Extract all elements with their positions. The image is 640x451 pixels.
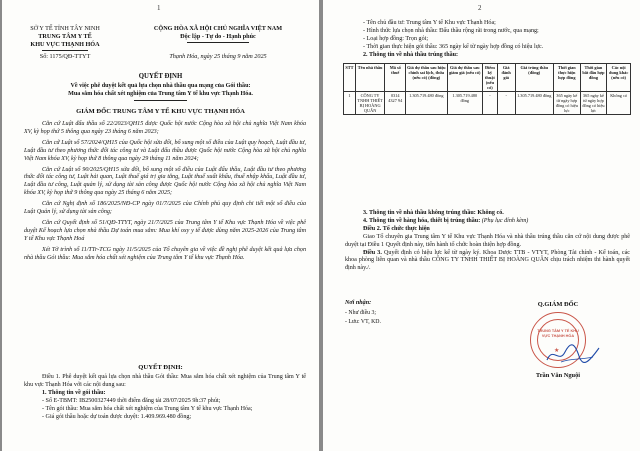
basis-1: Căn cứ Luật đấu thầu số 22/2023/QH15 được Quốc hội nước Cộng hòa xã hội chủ nghĩa Việt Nam khóa XV, kỳ họp thứ 5 thông qua ngày 23 tháng 6 năm 2023; <box>24 121 306 135</box>
subject-underline <box>134 100 187 101</box>
package-item-7: - Thời gian thực hiện gói thầu: 365 ngày kể từ ngày hợp đồng có hiệu lực. <box>363 43 544 50</box>
cell-corrected-price: 1.305.719.480 đồng <box>406 92 447 115</box>
col-header-contract-duration: Thời gian thực hiện hợp đồng <box>554 64 581 92</box>
cell-winning-price: 1.305.719.480 đồng <box>515 92 553 115</box>
issuing-authority: GIÁM ĐỐC TRUNG TÂM Y TẾ KHU VỰC THẠNH HÓA <box>76 108 245 115</box>
col-header-eval-price: Giá đánh giá <box>497 64 515 92</box>
table-header-row <box>344 64 631 92</box>
document-page-2 <box>323 0 640 451</box>
package-item-6: - Loại hợp đồng: Trọn gói; <box>363 35 429 42</box>
cell-other: Không có <box>607 92 631 115</box>
cell-tax-code: 0314 4327 94 <box>385 92 406 115</box>
national-motto: Độc lập - Tự do - Hạnh phúc <box>180 33 256 40</box>
section-4 <box>345 218 630 226</box>
cell-contract-duration: 365 ngày kể từ ngày hợp đồng có hiệu lực <box>554 92 581 115</box>
cell-tech-score: - <box>483 92 498 115</box>
basis-3: Căn cứ Luật số 90/2025/QH15 sửa đổi, bổ sung một số điều của Luật đấu thầu, Luật đầu tư theo phương thức đối tác công tư, Luật hải quan, Luật thuế giá trị gia tăng, Luật thuế xuất khẩu, thuế nhập khẩu, Luật đầu tư, Luật đầu tư công, Luật quản lý, sử dụng tài sản công được Quốc hội nước Cộng hòa xã hội chủ nghĩa Việt Nam khóa XV, kỳ họp thứ 9 thông qua ngày 25 tháng 6 năm 2025; <box>24 166 306 197</box>
national-title: CỘNG HÒA XÃ HỘI CHỦ NGHĨA VIỆT NAM <box>153 25 283 32</box>
subject-line1: Về việc phê duyệt kết quả lựa chọn nhà thầu qua mạng của Gói thầu: <box>70 83 251 89</box>
cell-discounted-price: 1.305.719.480 đồng <box>447 92 483 115</box>
section-2-heading: 2. Thông tin về nhà thầu trúng thầu: <box>363 51 459 58</box>
decision-number: Số: 1175/QĐ-TTYT <box>39 53 91 60</box>
col-header-stt: STT <box>344 64 356 92</box>
section-4-note: (Phụ lục đính kèm) <box>481 217 529 224</box>
org-name-line2: KHU VỰC THẠNH HÓA <box>30 41 100 48</box>
document-page-1 <box>2 0 319 451</box>
signer-title: Q.GIÁM ĐỐC <box>537 301 579 308</box>
page-number: 2 <box>478 4 482 12</box>
col-header-tech-score: Điểm kỹ thuật (nếu có) <box>483 64 498 92</box>
org-name-line1: TRUNG TÂM Y TẾ <box>38 33 92 40</box>
org-parent: SỞ Y TẾ TỈNH TÂY NINH <box>30 25 100 32</box>
star-icon: ★ <box>554 348 560 354</box>
col-header-other: Các nội dung khác (nếu có) <box>607 64 631 92</box>
basis-4: Căn cứ Nghị định số 186/2025/NĐ-CP ngày 01/7/2025 của Chính phủ quy định chi tiết một số điều của Luật Quản lý, sử dụng tài sản công; <box>24 201 306 216</box>
issue-date: Thạnh Hóa, ngày 25 tháng 9 năm 2025 <box>169 53 267 60</box>
col-header-winning-price: Giá trúng thầu (đồng) <box>515 64 553 92</box>
motto-underline <box>187 42 249 43</box>
recipient-2: - Lưu: VT, KD. <box>345 319 381 325</box>
subject-line2: Mua sắm hóa chất xét nghiệm của Trung tâm Y tế khu vực Thạnh Hóa. <box>68 91 253 97</box>
decide-heading: QUYẾT ĐỊNH: <box>138 364 183 371</box>
document-type: QUYẾT ĐỊNH <box>138 73 183 80</box>
legal-bases <box>24 121 306 263</box>
winning-bidder-table <box>343 63 631 115</box>
page-number: 1 <box>157 4 161 12</box>
package-item-2: - Tên gói thầu: Mua sắm hóa chất xét nghiệm của Trung tâm Y tế khu vực Thạnh Hóa; <box>42 405 253 412</box>
col-header-discounted-price: Giá dự thầu sau giảm giá (nếu có) <box>447 64 483 92</box>
recipient-1: - Như điều 3; <box>345 310 376 316</box>
package-item-4: - Tên chủ đầu tư: Trung tâm Y tế Khu vực Thạnh Hóa; <box>363 20 496 26</box>
signer-name: Trần Văn Nguội <box>535 372 581 379</box>
package-details-cont <box>345 20 630 60</box>
package-item-1: - Số E-TBMT: IB2500327449 thời điểm đăng tải 28/07/2025 9h:37 phút; <box>42 397 221 404</box>
basis-6: Xét Tờ trình số 11/TTr-TCG ngày 11/5/2025 của Tổ chuyên gia về việc đề nghị phê duyệt kết quả lựa chọn nhà thầu Gói thầu: Mua sắm hóa chất xét nghiệm của Trung tâm Y tế khu vực Thạnh Hóa. <box>24 246 306 261</box>
basis-5: Căn cứ Quyết định số 51/QĐ-TTYT, ngày 21/7/2025 của Trung tâm Y tế Khu vực Thạnh Hóa về việc phê duyệt Kế hoạch lựa chọn nhà thầu Dự toán mua sắm: Mua khí oxy y tế được dùng năm 2025-2026 của Trung tâm Y tế Khu vực Thạnh Hoá <box>24 219 306 242</box>
col-header-corrected-price: Giá dự thầu sau hiệu chỉnh sai lệch, thừa (nếu có) (đồng) <box>406 64 447 92</box>
cell-eval-price: - <box>497 92 515 115</box>
section-4-heading: 4. Thông tin về hàng hóa, thiết bị trúng thầu: <box>363 217 481 224</box>
cell-stt: 1 <box>344 92 356 115</box>
article-2-heading: Điều 2. Tổ chức thực hiện <box>363 225 430 232</box>
section-3: 3. Thông tin về nhà thầu không trúng thầu: Không có. <box>363 210 504 216</box>
col-header-contract-start: Thời gian bắt đầu hợp đồng <box>580 64 607 92</box>
article-1-text: Điều 1. Phê duyệt kết quả lựa chọn nhà thầu Gói thầu: Mua sắm hóa chất xét nghiệm của Trung tâm Y tế khu vực Thạnh Hóa với các nội dung sau: <box>24 374 306 388</box>
article-3-label: Điều 3. <box>363 249 382 256</box>
package-item-5: - Hình thức lựa chọn nhà thầu: Đấu thầu rộng rãi trong nước, qua mạng; <box>363 27 539 34</box>
article-1 <box>24 374 306 421</box>
signature-icon <box>543 340 603 368</box>
section-1-heading: 1. Thông tin về gói thầu: <box>42 389 106 396</box>
cell-contract-start: 365 ngày kể từ ngày hợp đồng có hiệu lực <box>580 92 607 115</box>
package-item-3: - Giá gói thầu hoặc dự toán được duyệt: 1.409.969.480 đồng; <box>42 413 192 420</box>
basis-2: Căn cứ Luật số 57/2024/QH15 của Quốc hội sửa đổi, bổ sung một số điều của Luật quy hoạch, Luật đầu tư, Luật đầu tư theo phương thức đối tác công tư và Luật đấu thầu được Quốc hội nước Cộng hòa xã hội chủ nghĩa Việt Nam khóa XV, kỳ họp thứ 8 thông qua ngày 29 tháng 11 năm 2024; <box>24 139 306 162</box>
table-row <box>344 92 631 115</box>
article-3 <box>345 250 630 274</box>
sections-3-4 <box>345 210 630 273</box>
org-underline <box>42 50 88 51</box>
col-header-tax-code: Mã số thuế <box>385 64 406 92</box>
stamp-text: TRUNG TÂM Y TẾ KHU VỰC THẠNH HÓA <box>537 329 579 338</box>
article-2-text: Giao Tổ chuyên gia Trung tâm Y tế Khu vực Thạnh Hóa và nhà thầu trúng thầu căn cứ nội dung được phê duyệt tại Điều 1 Quyết định này, tiến hành tổ chức hoàn thiện hợp đồng. <box>345 233 630 248</box>
article-3-text: Quyết định có hiệu lực kể từ ngày ký. Khoa Dược TTB - VTYT, Phòng Tài chính - Kế toán, các khoa phòng liên quan và nhà thầu CÔNG TY TNHH THIẾT BỊ HOÀNG QUÂN chịu trách nhiệm thi hành quyết định này./. <box>345 249 631 272</box>
cell-bidder: CÔNG TY TNHH THIẾT BỊ HOÀNG QUÂN <box>355 92 385 115</box>
recipients-title: Nơi nhận: <box>345 300 372 306</box>
col-header-bidder: Tên nhà thầu <box>355 64 385 92</box>
